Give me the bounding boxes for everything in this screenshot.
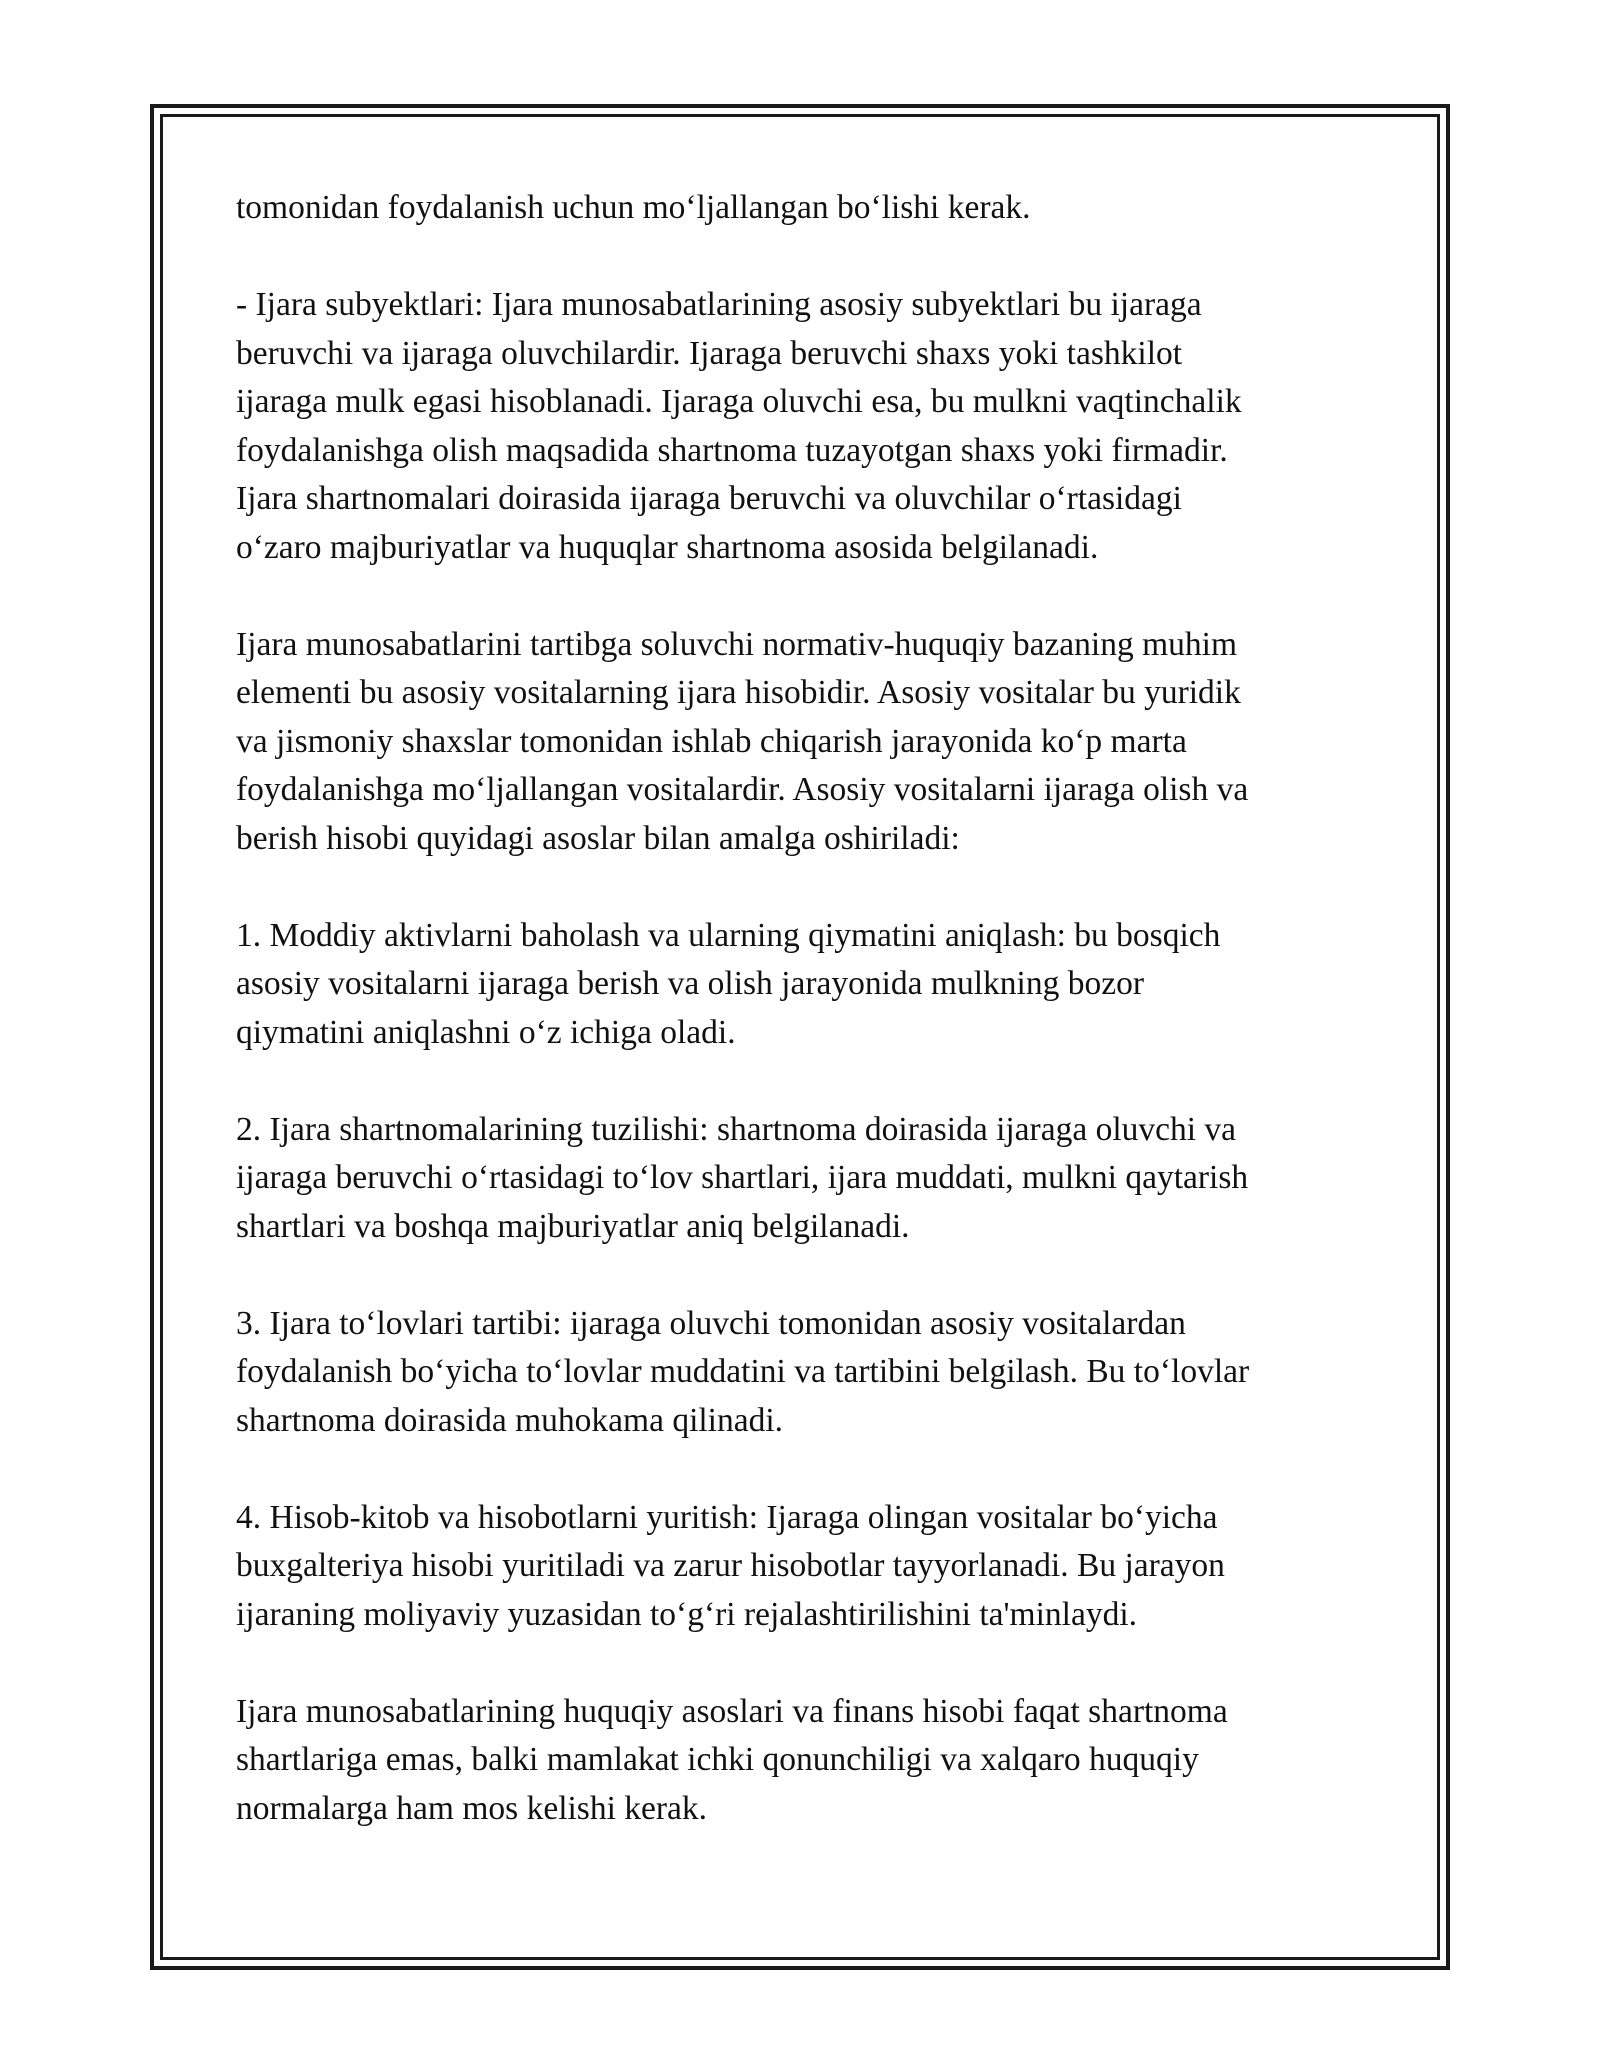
text-line: berish hisobi quyidagi asoslar bilan amalga oshiriladi:	[236, 819, 960, 857]
text-line: oʻzaro majburiyatlar va huquqlar shartnoma asosida belgilanadi.	[236, 528, 1099, 566]
text-line: tomonidan foydalanish uchun moʻljallangan boʻlishi kerak.	[236, 189, 1031, 226]
text-line: asosiy vositalarni ijaraga berish va olish jarayonida mulkning bozor	[236, 965, 1145, 1002]
text-line: 3. Ijara toʻlovlari tartibi: ijaraga oluvchi tomonidan asosiy vositalardan	[236, 1304, 1186, 1342]
text-line: Ijara shartnomalari doirasida ijaraga beruvchi va oluvchilar oʻrtasidagi	[236, 480, 1182, 517]
paragraph	[236, 621, 1366, 864]
paragraph	[236, 1688, 1366, 1834]
paragraph	[236, 1300, 1366, 1446]
text-line: qiymatini aniqlashni oʻz ichiga oladi.	[236, 1013, 736, 1051]
text-line: shartnoma doirasida muhokama qilinadi.	[236, 1401, 784, 1439]
text-line: foydalanishga olish maqsadida shartnoma tuzayotgan shaxs yoki firmadir.	[236, 431, 1228, 469]
text-line: shartlariga emas, balki mamlakat ichki qonunchiligi va xalqaro huquqiy	[236, 1741, 1199, 1778]
paragraph	[236, 1106, 1366, 1252]
text-line: va jismoniy shaxslar tomonidan ishlab chiqarish jarayonida koʻp marta	[236, 722, 1187, 760]
text-line: shartlari va boshqa majburiyatlar aniq belgilanadi.	[236, 1207, 910, 1245]
text-line: 2. Ijara shartnomalarining tuzilishi: shartnoma doirasida ijaraga oluvchi va	[236, 1110, 1237, 1148]
paragraph	[236, 1494, 1366, 1640]
paragraph	[236, 184, 1366, 233]
paragraph	[236, 281, 1366, 572]
text-line: 1. Moddiy aktivlarni baholash va ularning qiymatini aniqlash: bu bosqich	[236, 916, 1221, 954]
text-line: 4. Hisob-kitob va hisobotlarni yuritish: Ijaraga olingan vositalar boʻyicha	[236, 1498, 1218, 1536]
text-line: elementi bu asosiy vositalarning ijara hisobidir. Asosiy vositalar bu yuridik	[236, 674, 1241, 711]
text-line: - Ijara subyektlari: Ijara munosabatlarining asosiy subyektlari bu ijaraga	[236, 286, 1202, 323]
text-line: ijaraning moliyaviy yuzasidan toʻgʻri rejalashtirilishini ta'minlaydi.	[236, 1595, 1138, 1633]
document-body	[236, 184, 1366, 1882]
text-line: normalarga ham mos kelishi kerak.	[236, 1789, 708, 1827]
text-line: buxgalteriya hisobi yuritiladi va zarur hisobotlar tayyorlanadi. Bu jarayon	[236, 1547, 1225, 1584]
text-line: foydalanishga moʻljallangan vositalardir. Asosiy vositalarni ijaraga olish va	[236, 771, 1249, 808]
text-line: beruvchi va ijaraga oluvchilardir. Ijaraga beruvchi shaxs yoki tashkilot	[236, 334, 1183, 372]
text-line: Ijara munosabatlarining huquqiy asoslari va finans hisobi faqat shartnoma	[236, 1692, 1228, 1730]
text-line: foydalanish boʻyicha toʻlovlar muddatini va tartibini belgilash. Bu toʻlovlar	[236, 1353, 1250, 1390]
text-line: Ijara munosabatlarini tartibga soluvchi normativ-huquqiy bazaning muhim	[236, 625, 1238, 663]
paragraph	[236, 912, 1366, 1058]
text-line: ijaraga beruvchi oʻrtasidagi toʻlov shartlari, ijara muddati, mulkni qaytarish	[236, 1159, 1249, 1196]
text-line: ijaraga mulk egasi hisoblanadi. Ijaraga oluvchi esa, bu mulkni vaqtinchalik	[236, 383, 1242, 420]
